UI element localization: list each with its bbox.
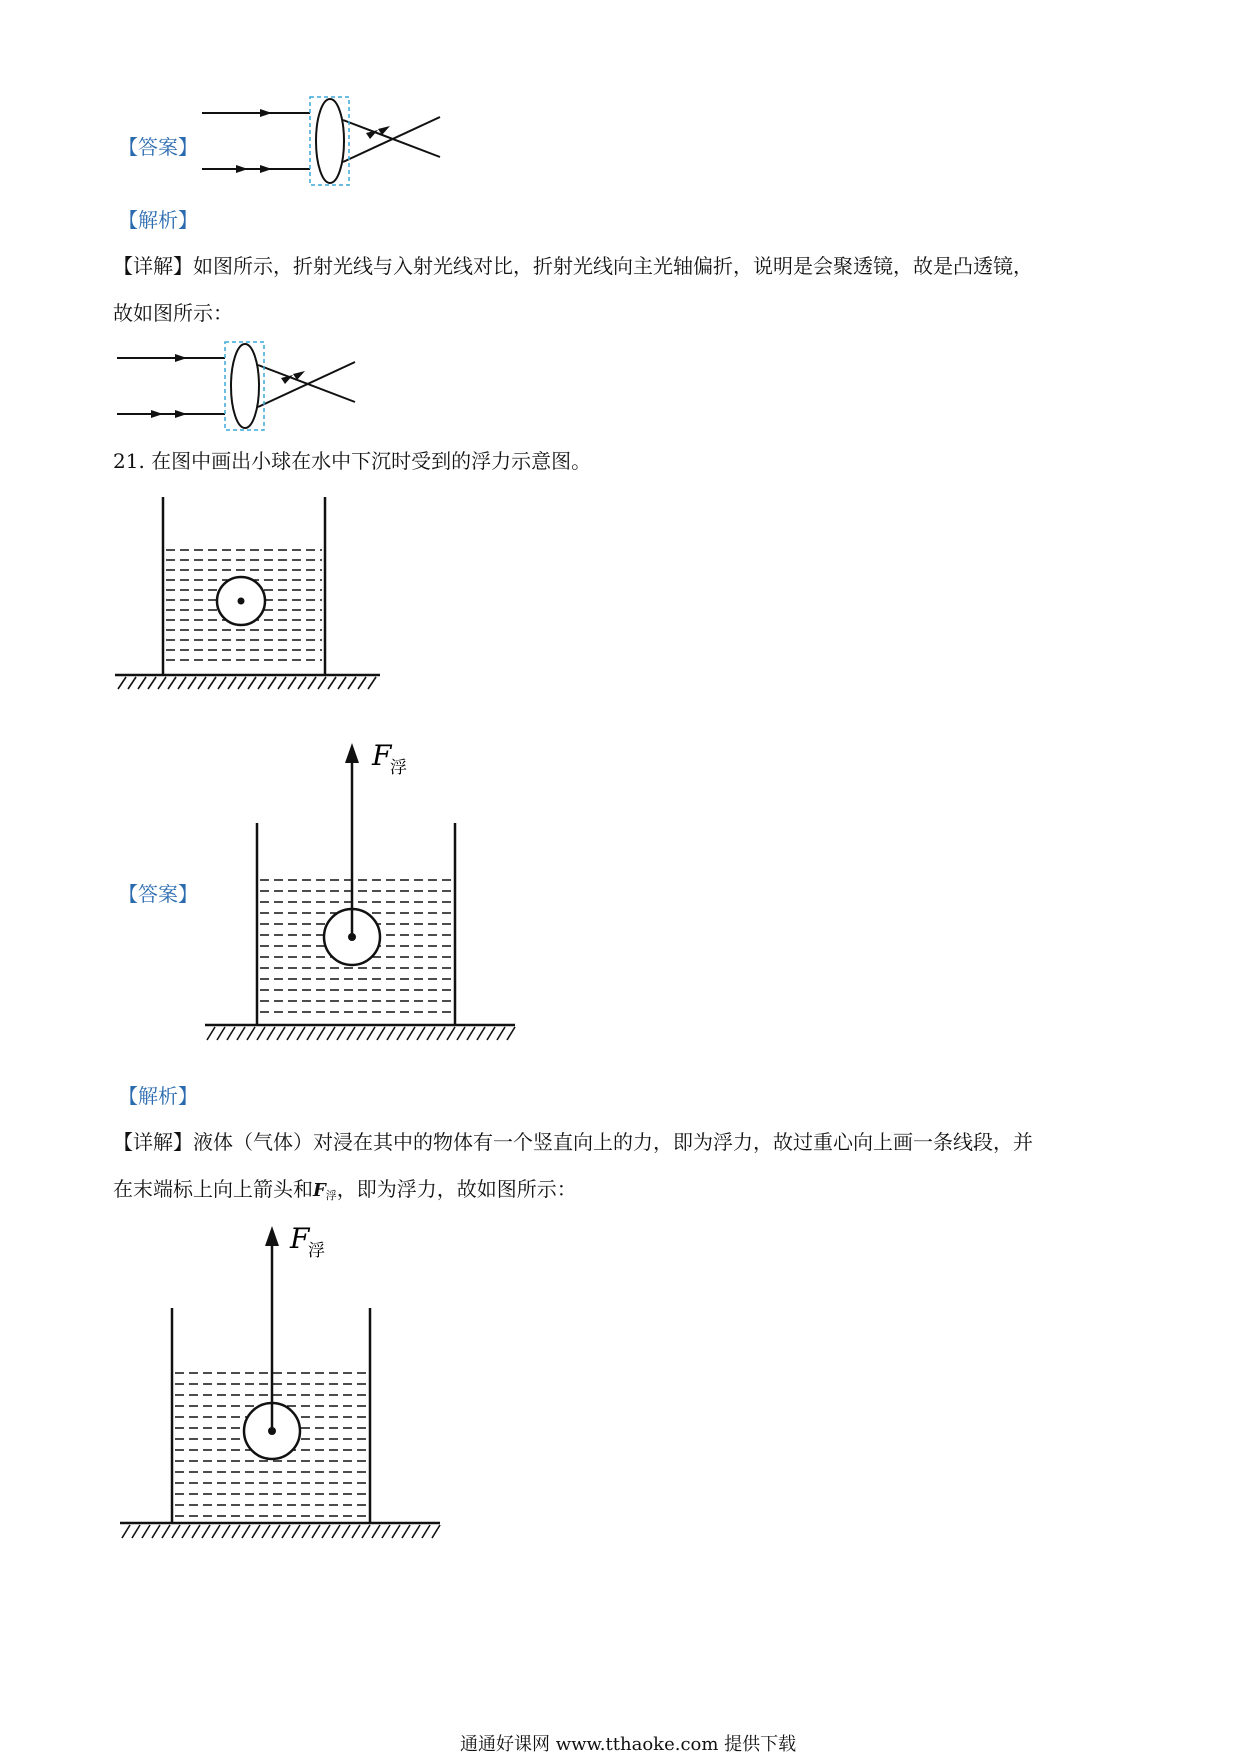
arrowhead xyxy=(236,165,248,173)
lens-ellipse xyxy=(316,99,344,183)
convex-lens-diagram-answer xyxy=(200,95,460,195)
beaker-diagram-question xyxy=(110,495,400,700)
analysis-tag-21: 【解析】 xyxy=(118,1084,198,1108)
answer-tag-21: 【答案】 xyxy=(118,882,198,906)
detail21-line1 xyxy=(113,1129,1033,1155)
beaker-buoyancy-detail xyxy=(115,1218,455,1558)
inline-force-subscript: 浮 xyxy=(325,1189,337,1202)
force-symbol: F xyxy=(372,739,392,772)
inline-force-symbol: F xyxy=(313,1180,326,1201)
beaker-buoyancy-answer xyxy=(200,735,530,1065)
detail-text: 如图所示，折射光线与入射光线对比，折射光线向主光轴偏折，说明是会聚透镜，故是凸透镜， xyxy=(193,254,1033,278)
arrowhead xyxy=(260,109,272,117)
detail21-line2 xyxy=(113,1176,577,1209)
question-21: 21. 在图中画出小球在水中下沉时受到的浮力示意图。 xyxy=(113,449,592,473)
detail-tag: 【详解】 xyxy=(113,254,193,278)
detail21-text2-pre: 在末端标上向上箭头和 xyxy=(113,1177,313,1201)
detail-tag-21: 【详解】 xyxy=(113,1130,193,1154)
buoyancy-arrowhead xyxy=(345,743,359,763)
detail-paragraph-line2: 故如图所示： xyxy=(113,301,233,325)
refracted-ray-bottom xyxy=(343,117,440,162)
detail21-text2-post: ，即为浮力，故如图所示： xyxy=(336,1177,577,1201)
detail-paragraph-line1 xyxy=(113,253,1033,279)
analysis-tag: 【解析】 xyxy=(118,208,198,232)
buoyancy-arrowhead xyxy=(265,1226,279,1246)
answer-tag: 【答案】 xyxy=(118,135,198,159)
ball-center xyxy=(238,598,245,605)
ball-center xyxy=(268,1427,276,1435)
force-symbol: F xyxy=(290,1222,310,1255)
force-subscript: 浮 xyxy=(308,1241,325,1261)
ball-center xyxy=(348,933,356,941)
detail21-text1: 液体（气体）对浸在其中的物体有一个竖直向上的力，即为浮力，故过重心向上画一条线段，并 xyxy=(193,1130,1033,1154)
arrowhead xyxy=(260,165,272,173)
convex-lens-diagram-detail xyxy=(115,340,375,440)
page-footer: 通通好课网 www.tthaoke.com 提供下载 xyxy=(460,1734,797,1755)
force-subscript: 浮 xyxy=(390,758,407,778)
